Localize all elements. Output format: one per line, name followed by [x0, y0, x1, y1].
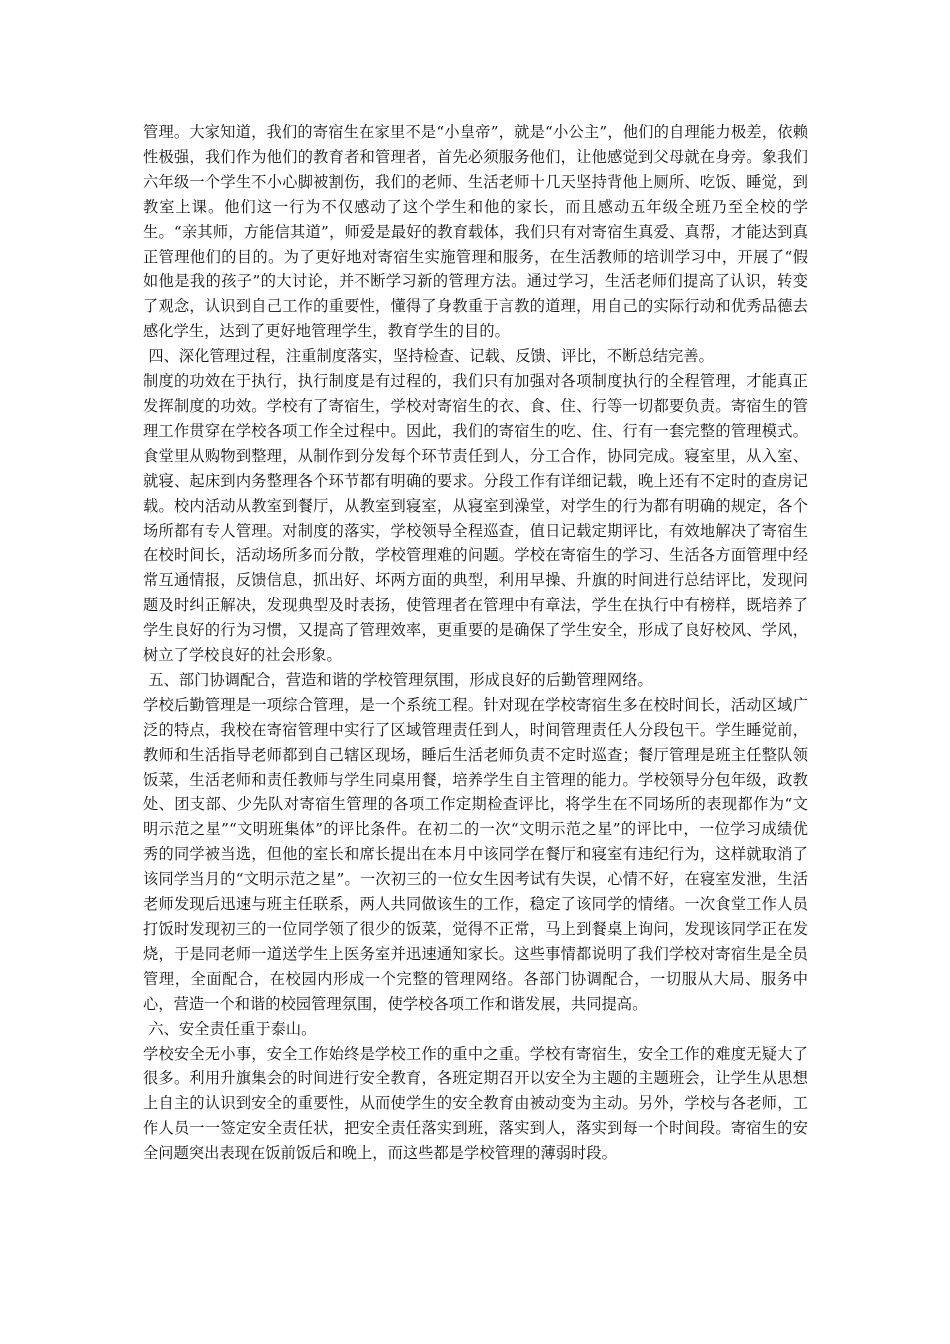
section-heading-5: 五、部门协调配合，营造和谐的学校管理氛围，形成良好的后勤管理网络。: [148, 670, 653, 689]
section-heading-6: 六、安全责任重于泰山。: [148, 1019, 317, 1038]
document-body: [143, 120, 808, 1166]
section-heading-4: 四、深化管理过程，注重制度落实，坚持检查、记载、反馈、评比，不断总结完善。: [148, 347, 714, 366]
paragraph-system-implementation: 制度的功效在于执行，执行制度是有过程的，我们只有加强对各项制度执行的全程管理，才能真正发挥制度的功效。学校有了寄宿生，学校对寄宿生的衣、食、住、行等一切都要负责。寄宿生的管理工作贯穿在学校各项工作全过程中。因此，我们的寄宿生的吃、住、行有一套完整的管理模式。食堂里从购物到整理，从制作到分发每个环节责任到人，分工合作，协同完成。寝室里，从入室、就寝、起床到内务整理各个环节都有明确的要求。分段工作有详细记载，晚上还有不定时的查房记载。校内活动从教室到餐厅，从教室到寝室，从寝室到澡堂，对学生的行为都有明确的规定，各个场所都有专人管理。对制度的落实，学校领导全程巡查，值日记载定期评比，有效地解决了寄宿生在校时间长，活动场所多而分散，学校管理难的问题。学校在寄宿生的学习、生活各方面管理中经常互通情报，反馈信息，抓出好、坏两方面的典型，利用早操、升旗的时间进行总结评比，发现问题及时纠正解决，发现典型及时表扬，使管理者在管理中有章法，学生在执行中有榜样，既培养了学生良好的行为习惯，又提高了管理效率，更重要的是确保了学生安全，形成了良好校风、学风，树立了学校良好的社会形象。: [143, 372, 808, 665]
paragraph-dormitory-care: 管理。大家知道，我们的寄宿生在家里不是“小皇帝”，就是“小公主”，他们的自理能力极差，依赖性极强，我们作为他们的教育者和管理者，首先必须服务他们，让他感觉到父母就在身旁。象我们六年级一个学生不小心脚被割伤，我们的老师、生活老师十几天坚持背他上厕所、吃饭、睡觉，到教室上课。他们这一行为不仅感动了这个学生和他的家长，而且感动五年级全班乃至全校的学生。“亲其师，方能信其道”，师爱是最好的教育载体，我们只有对寄宿生真爱、真帮，才能达到真正管理他们的目的。为了更好地对寄宿生实施管理和服务，在生活教师的培训学习中，开展了“假如他是我的孩子”的大讨论，并不断学习新的管理方法。通过学习，生活老师们提高了认识，转变了观念，认识到自己工作的重要性，懂得了身教重于言教的道理，用自己的实际行动和优秀品德去感化学生，达到了更好地管理学生，教育学生的目的。: [143, 123, 808, 341]
paragraph-safety: 学校安全无小事，安全工作始终是学校工作的重中之重。学校有寄宿生，安全工作的难度无疑大了很多。利用升旗集会的时间进行安全教育，各班定期召开以安全为主题的主题班会，让学生从思想上自主的认识到安全的重要性，从而使学生的安全教育由被动变为主动。另外，学校与各老师，工作人员一一签定安全责任状，把安全责任落实到班，落实到人，落实到每一个时间段。寄宿生的安全问题突出表现在饭前饭后和晚上，而这些都是学校管理的薄弱时段。: [143, 1044, 808, 1163]
paragraph-logistics-network: 学校后勤管理是一项综合管理，是一个系统工程。针对现在学校寄宿生多在校时间长，活动区域广泛的特点，我校在寄宿管理中实行了区域管理责任到人，时间管理责任人分段包干。学生睡觉前，教师和生活指导老师都到自己辖区现场，睡后生活老师负责不定时巡查；餐厅管理是班主任整队领饭菜，生活老师和责任教师与学生同桌用餐，培养学生自主管理的能力。学校领导分包年级，政教处、团支部、少先队对寄宿生管理的各项工作定期检查评比，将学生在不同场所的表现都作为“文明示范之星”“文明班集体”的评比条件。在初二的一次“文明示范之星”的评比中，一位学习成绩优秀的同学被当选，但他的室长和席长提出在本月中该同学在餐厅和寝室有违纪行为，这样就取消了该同学当月的“文明示范之星”。一次初三的一位女生因考试有失误，心情不好，在寝室发泄，生活老师发现后迅速与班主任联系，两人共同做该生的工作，稳定了该同学的情绪。一次食堂工作人员打饭时发现初三的一位同学领了很少的饭菜，觉得不正常，马上到餐桌上询问，发现该同学正在发烧，于是同老师一道送学生上医务室并迅速通知家长。这些事情都说明了我们学校对寄宿生是全员管理，全面配合，在校园内形成一个完整的管理网络。各部门协调配合，一切服从大局、服务中心，营造一个和谐的校园管理氛围，使学校各项工作和谐发展，共同提高。: [143, 695, 808, 1013]
